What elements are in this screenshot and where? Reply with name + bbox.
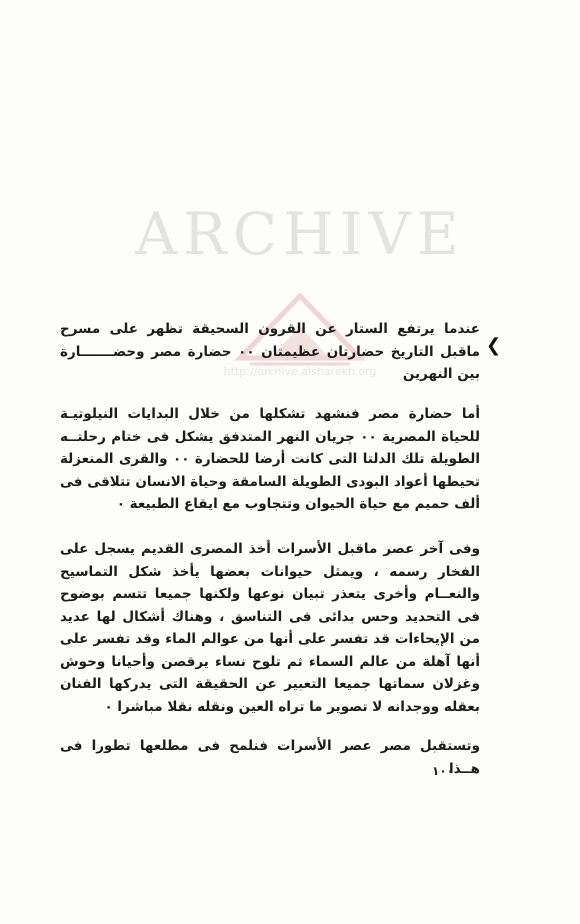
paragraph-egypt-civilization: أما حضارة مصر فنشهد تشكلها من خلال البدايات النيلوتيـة للحياة المصرية ٠٠ جريان النهر المتدفق يشكل فى ختام رحلتــه الطويلة تلك الدلتا التى كانت أرضا للحضارة ٠٠ والقرى المنعزلة تحيطها أعواد البودى الطويلة السامقة وحياة الانسان تتلاقى فى ألف حميم مع حياة الحيوان وتتجاوب مع ايقاع الطبيعة ٠ (60, 406, 480, 512)
margin-bracket-mark: ❮ (486, 335, 502, 356)
page-number: ١٠٠ (432, 764, 454, 778)
watermark-url: http://archive.alsharekh.org (223, 365, 377, 378)
paragraph-dynastic-era: وتستقبل مصر عصر الأسرات فنلمح فى مطلعها تطورا فى هــذا (60, 738, 480, 777)
paragraph-predynastic-pottery: وفى آخر عصر ماقبل الأسرات أخذ المصرى القديم يسجل على الفخار رسمه ، ويمثل حيوانات بعضها يأخذ شكل التماسيح والنعــام وأخرى يتعذر تبيان نوعها ولكنها جميعا تتسم بوضوح فى التحديد وحس بدائى فى التناسق ، وهناك أشكال لها عديد من الإيحاءات قد تفسر على أنها من عوالم الماء وقد تفسر على أنها آهلة من عالم السماء ثم تلوح نساء يرقصن وأحيانا وحوش وغزلان سماتها جميعا التعبير عن الحقيقة التى يدركها الفنان بعقله ووجدانه لا تصوير ما تراه العين ونقله نقلا مباشرا ٠ (60, 541, 480, 715)
paragraph-intro: عندما يرتفع الستار عن القرون السحيقة تظهر على مسرح ماقبل التاريخ حضارتان عظيمتان ٠٠ حضارة مصر وحضـــــــارة بين النهرين (60, 321, 480, 382)
watermark-logo-text: ARCHIVE (135, 200, 465, 268)
